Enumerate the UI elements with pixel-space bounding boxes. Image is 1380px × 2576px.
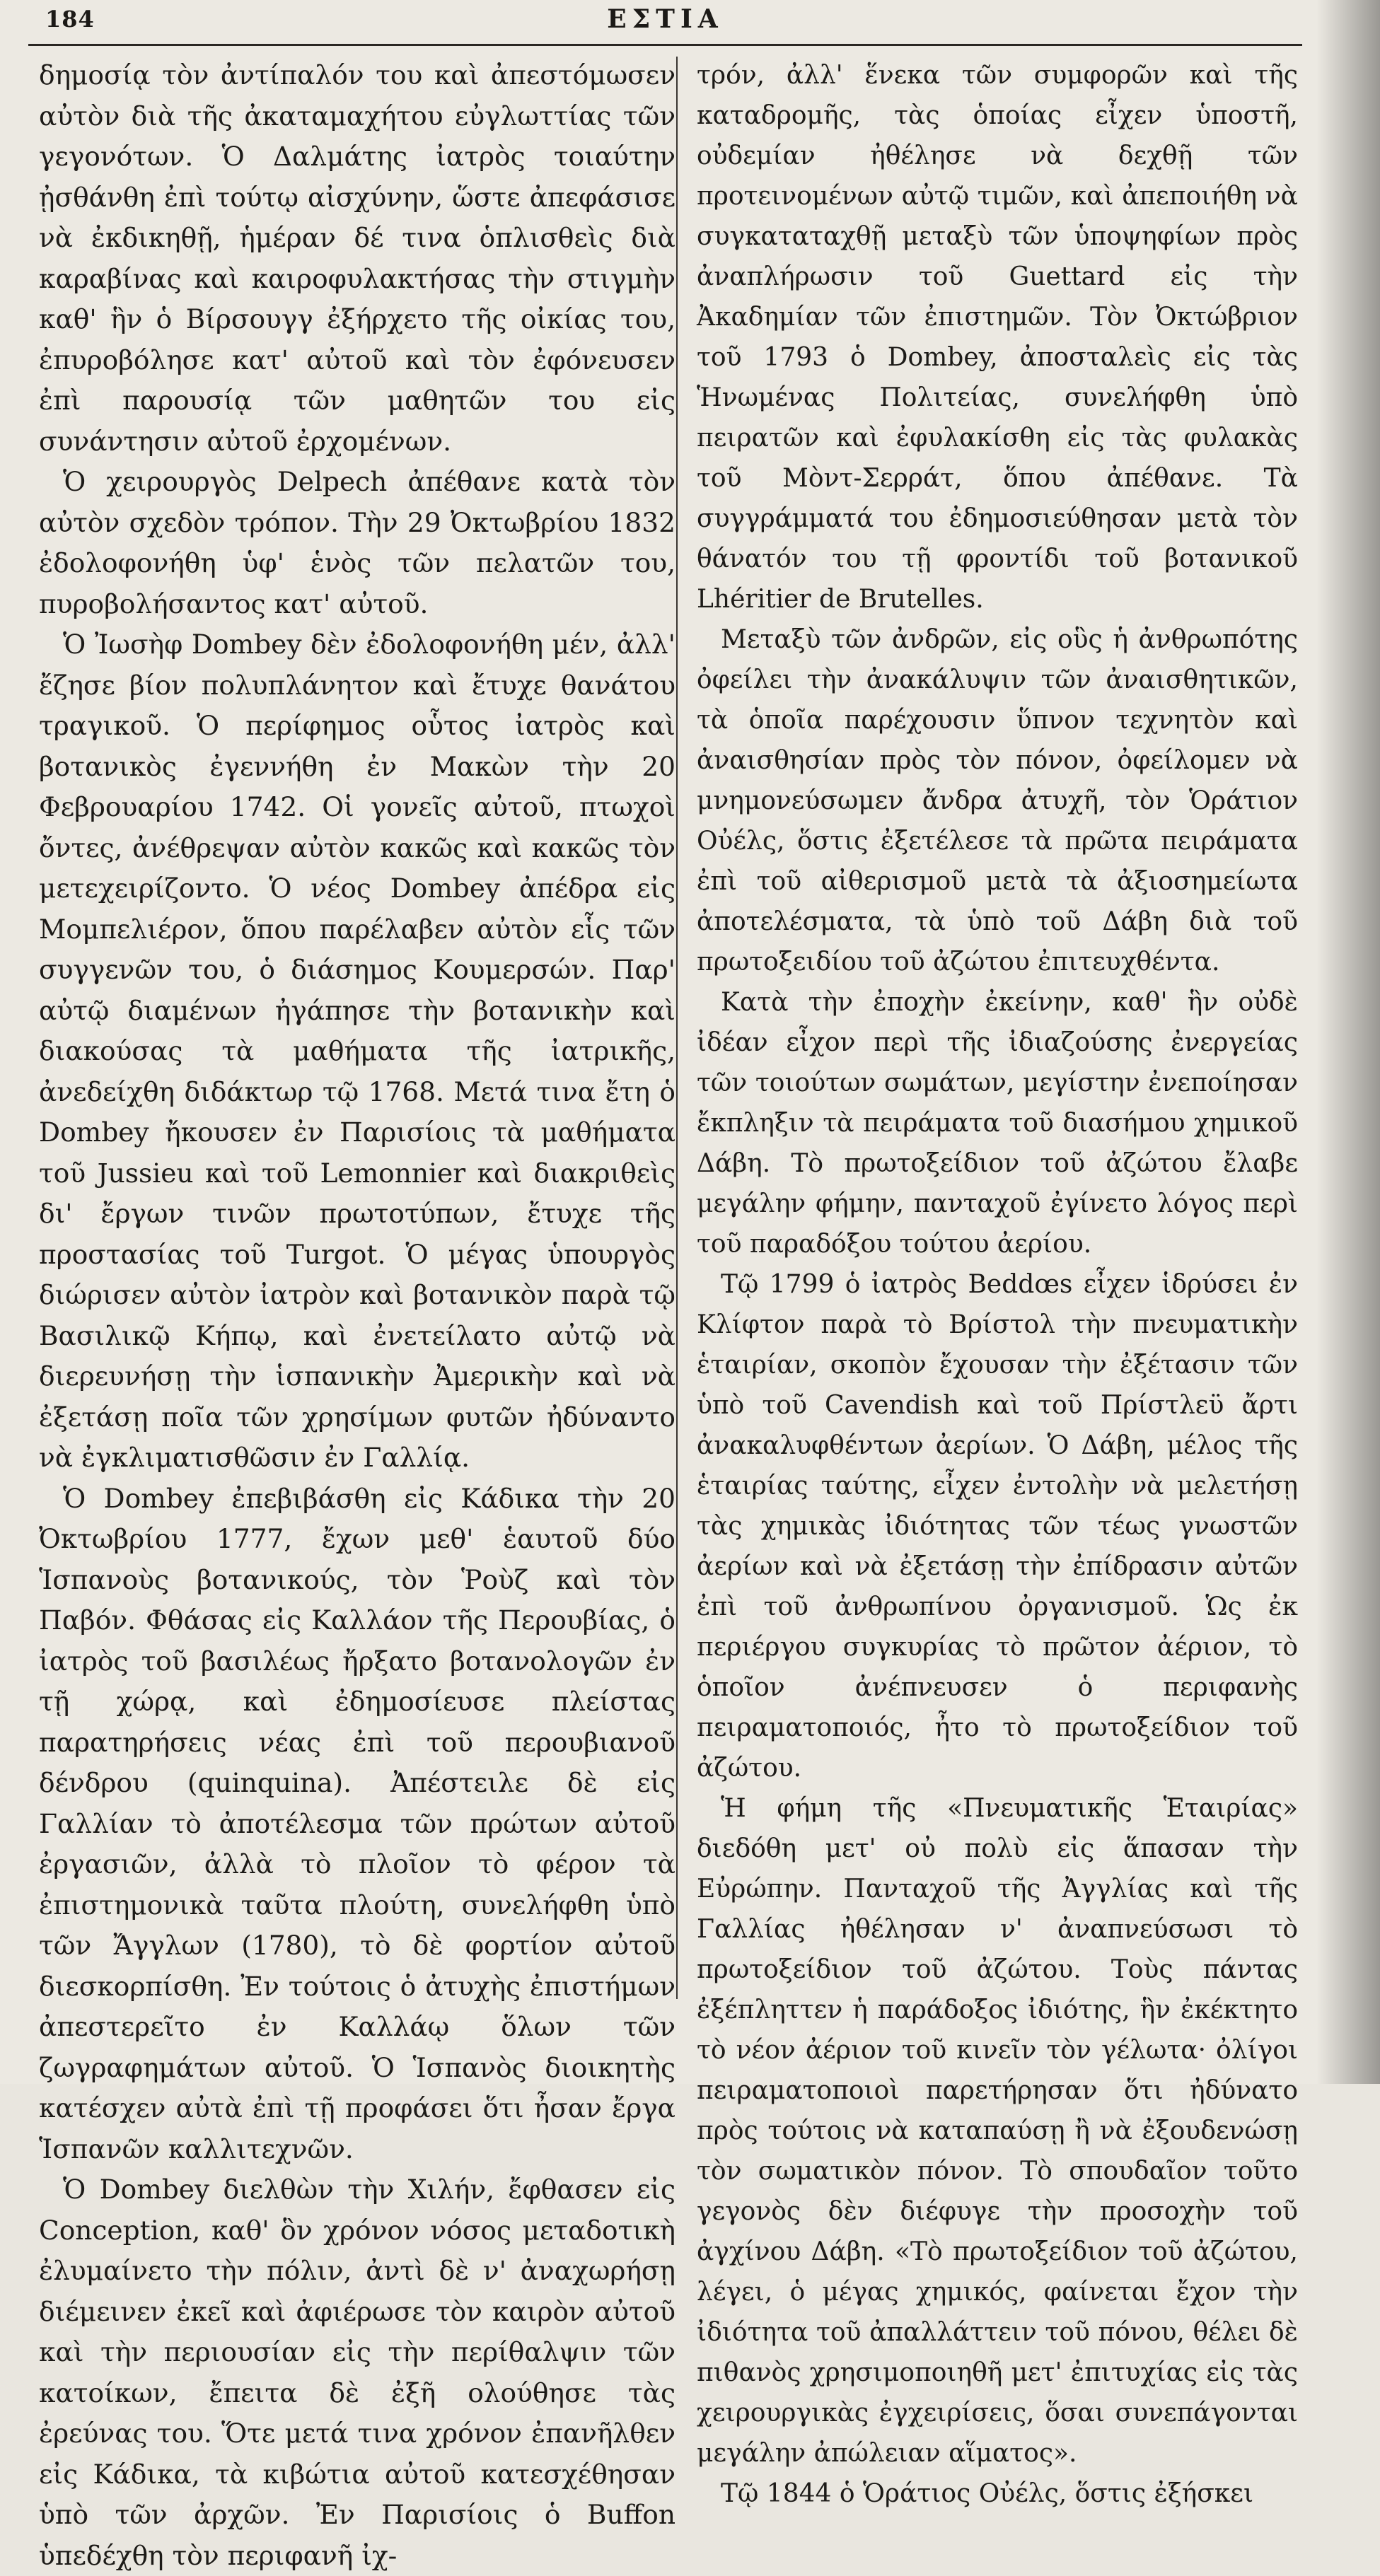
column-divider — [676, 57, 678, 1999]
page-number: 184 — [45, 6, 95, 33]
paragraph: Ἡ φήμη τῆς «Πνευματικῆς Ἑταιρίας» διεδόθη μετ' οὐ πολὺ εἰς ἅπασαν τὴν Εὐρώπην. Πανταχοῦ τῆς Ἀγγλίας καὶ τῆς Γαλλίας ἠθέλησαν ν' ἀναπνεύσωσι τὸ πρωτοξείδιον τοῦ ἀζώτου. Τοὺς πάντας ἐξέπληττεν ἡ παράδοξος ἰδιότης, ἣν ἐκέκτητο τὸ νέον ἀέριον τοῦ κινεῖν τὸν γέλωτα· ὀλίγοι πειραματοποιοὶ παρετήρησαν ὅτι ἠδύνατο πρὸς τούτοις νὰ καταπαύσῃ ἢ νὰ ἐξουδενώσῃ τὸν σωματικὸν πόνον. Τὸ σπουδαῖον τοῦτο γεγονὸς δὲν διέφυγε τὴν προσοχὴν τοῦ ἀγχίνου Δάβη. «Τὸ πρωτοξείδιον τοῦ ἀζώτου, λέγει, ὁ μέγας χημικός, φαίνεται ἔχον τὴν ἰδιότητα τοῦ ἀπαλλάττειν τοῦ πόνου, θέλει δὲ πιθανὸς χρησιμοποιηθῆ μετ' ἐπιτυχίας εἰς τὰς χειρουργικὰς ἐγχειρίσεις, ὅσαι συνεπάγονται μεγάλην ἀπώλειαν αἵματος». — [697, 1794, 1298, 2468]
paragraph: τρόν, ἀλλ' ἕνεκα τῶν συμφορῶν καὶ τῆς καταδρομῆς, τὰς ὁποίας εἶχεν ὑποστῆ, οὐδεμίαν ἠθέλησε νὰ δεχθῇ τῶν προτεινομένων αὐτῷ τιμῶν, καὶ ἀπεποιήθη νὰ συγκαταταχθῇ μεταξὺ τῶν ὑποψηφίων πρὸς ἀναπλήρωσιν τοῦ Guettard εἰς τὴν Ἀκαδημίαν τῶν ἐπιστημῶν. Τὸν Ὀκτώβριον τοῦ 1793 ὁ Dombey, ἀποσταλεὶς εἰς τὰς Ἡνωμένας Πολιτείας, συνελήφθη ὑπὸ πειρατῶν καὶ ἐφυλακίσθη εἰς τὰς φυλακὰς τοῦ Μὸντ-Σερράτ, ὅπου ἀπέθανε. Τὰ συγγράμματά του ἐδημοσιεύθησαν μετὰ τὸν θάνατόν του τῇ φροντίδι τοῦ βοτανικοῦ Lhéritier de Brutelles. — [697, 61, 1298, 614]
left-column — [39, 55, 675, 2576]
paragraph: Κατὰ τὴν ἐποχὴν ἐκείνην, καθ' ἣν οὐδὲ ἰδέαν εἶχον περὶ τῆς ἰδιαζούσης ἐνεργείας τῶν τοιούτων σωμάτων, μεγίστην ἐνεποίησαν ἔκπληξιν τὰ πειράματα τοῦ διασήμου χημικοῦ Δάβη. Τὸ πρωτοξείδιον τοῦ ἀζώτου ἔλαβε μεγάλην φήμην, πανταχοῦ ἐγίνετο λόγος περὶ τοῦ παραδόξου τούτου ἀερίου. — [697, 988, 1298, 1259]
paragraph: Ὁ Dombey ἐπεβιβάσθη εἰς Κάδικα τὴν 20 Ὀκτωβρίου 1777, ἔχων μεθ' ἑαυτοῦ δύο Ἱσπανοὺς βοτανικούς, τὸν Ῥοὺζ καὶ τὸν Παβόν. Φθάσας εἰς Καλλάον τῆς Περουβίας, ὁ ἰατρὸς τοῦ βασιλέως ἤρξατο βοτανολογῶν ἐν τῇ χώρᾳ, καὶ ἐδημοσίευσε πλείστας παρατηρήσεις νέας ἐπὶ τοῦ περουβιανοῦ δένδρου (quinquina). Ἀπέστειλε δὲ εἰς Γαλλίαν τὸ ἀποτέλεσμα τῶν πρώτων αὐτοῦ ἐργασιῶν, ἀλλὰ τὸ πλοῖον τὸ φέρον τὰ ἐπιστημονικὰ ταῦτα πλούτη, συνελήφθη ὑπὸ τῶν Ἄγγλων (1780), τὸ δὲ φορτίον αὐτοῦ διεσκορπίσθη. Ἐν τούτοις ὁ ἀτυχὴς ἐπιστήμων ἀπεστερεῖτο ἐν Καλλάῳ ὅλων τῶν ζωγραφημάτων αὐτοῦ. Ὁ Ἱσπανὸς διοικητὴς κατέσχεν αὐτὰ ἐπὶ τῇ προφάσει ὅτι ἦσαν ἔργα Ἱσπανῶν καλλιτεχνῶν. — [39, 1482, 675, 2164]
page-edge-shadow — [1316, 0, 1380, 2084]
journal-title: ΕΣΤΙΑ — [607, 4, 724, 34]
paragraph: Τῷ 1799 ὁ ἰατρὸς Beddœs εἶχεν ἱδρύσει ἐν Κλίφτον παρὰ τὸ Βρίστολ τὴν πνευματικὴν ἑταιρίαν, σκοπὸν ἔχουσαν τὴν ἐξέτασιν τῶν ὑπὸ τοῦ Cavendish καὶ τοῦ Πρίστλεϋ ἄρτι ἀνακαλυφθέντων ἀερίων. Ὁ Δάβη, μέλος τῆς ἑταιρίας ταύτης, εἶχεν ἐντολὴν νὰ μελετήσῃ τὰς χημικὰς ἰδιότητας τῶν τέως γνωστῶν ἀερίων καὶ νὰ ἐξετάσῃ τὴν ἐπίδρασιν αὐτῶν ἐπὶ τοῦ ἀνθρωπίνου ὀργανισμοῦ. Ὡς ἐκ περιέργου συγκυρίας τὸ πρῶτον ἀέριον, τὸ ὁποῖον ἀνέπνευσεν ὁ περιφανὴς πειραματοποιός, ἦτο τὸ πρωτοξείδιον τοῦ ἀζώτου. — [697, 1270, 1298, 1783]
paragraph: δημοσίᾳ τὸν ἀντίπαλόν του καὶ ἀπεστόμωσεν αὐτὸν διὰ τῆς ἀκαταμαχήτου εὐγλωττίας τῶν γεγονότων. Ὁ Δαλμάτης ἰατρὸς τοιαύτην ᾐσθάνθη ἐπὶ τούτῳ αἰσχύνην, ὥστε ἀπεφάσισε νὰ ἐκδικηθῇ, ἡμέραν δέ τινα ὁπλισθεὶς διὰ καραβίνας καὶ καιροφυλακτήσας τὴν στιγμὴν καθ' ἣν ὁ Βίρσουγγ ἐξήρχετο τῆς οἰκίας του, ἐπυροβόλησε κατ' αὐτοῦ καὶ τὸν ἐφόνευσεν ἐπὶ παρουσίᾳ τῶν μαθητῶν του εἰς συνάντησιν αὐτοῦ ἐρχομένων. — [39, 59, 675, 457]
page-header — [28, 4, 1302, 41]
paragraph: Ὁ Ἰωσὴφ Dombey δὲν ἐδολοφονήθη μέν, ἀλλ' ἔζησε βίον πολυπλάνητον καὶ ἔτυχε θανάτου τραγικοῦ. Ὁ περίφημος οὗτος ἰατρὸς καὶ βοτανικὸς ἐγεννήθη ἐν Μακὼν τὴν 20 Φεβρουαρίου 1742. Οἱ γονεῖς αὐτοῦ, πτωχοὶ ὄντες, ἀνέθρεψαν αὐτὸν κακῶς καὶ κακῶς τὸν μετεχειρίζοντο. Ὁ νέος Dombey ἀπέδρα εἰς Μομπελιέρον, ὅπου παρέλαβεν αὐτὸν εἷς τῶν συγγενῶν του, ὁ διάσημος Κουμερσών. Παρ' αὐτῷ διαμένων ἠγάπησε τὴν βοτανικὴν καὶ διακούσας τὰ μαθήματα τῆς ἰατρικῆς, ἀνεδείχθη διδάκτωρ τῷ 1768. Μετά τινα ἔτη ὁ Dombey ἤκουσεν ἐν Παρισίοις τὰ μαθήματα τοῦ Jussieu καὶ τοῦ Lemonnier καὶ διακριθεὶς δι' ἔργων τινῶν πρωτοτύπων, ἔτυχε τῆς προστασίας τοῦ Turgot. Ὁ μέγας ὑπουργὸς διώρισεν αὐτὸν ἰατρὸν καὶ βοτανικὸν παρὰ τῷ Βασιλικῷ Κήπῳ, καὶ ἐνετείλατο αὐτῷ νὰ διερευνήσῃ τὴν ἱσπανικὴν Ἀμερικὴν καὶ νὰ ἐξετάσῃ ποῖα τῶν χρησίμων φυτῶν ἠδύναντο νὰ ἐγκλιματισθῶσιν ἐν Γαλλίᾳ. — [39, 629, 675, 1473]
right-column — [697, 55, 1298, 2514]
paragraph: Ὁ χειρουργὸς Delpech ἀπέθανε κατὰ τὸν αὐτὸν σχεδὸν τρόπον. Τὴν 29 Ὀκτωβρίου 1832 ἐδολοφονήθη ὑφ' ἑνὸς τῶν πελατῶν του, πυροβολήσαντος κατ' αὐτοῦ. — [39, 466, 675, 619]
paragraph: Τῷ 1844 ὁ Ὁράτιος Οὐέλς, ὅστις ἐξήσκει — [721, 2479, 1254, 2508]
header-rule — [28, 44, 1302, 46]
paragraph: Μεταξὺ τῶν ἀνδρῶν, εἰς οὓς ἡ ἀνθρωπότης ὀφείλει τὴν ἀνακάλυψιν τῶν ἀναισθητικῶν, τὰ ὁποῖα παρέχουσιν ὕπνον τεχνητὸν καὶ ἀναισθησίαν πρὸς τὸν πόνον, ὀφείλομεν νὰ μνημονεύσωμεν ἄνδρα ἀτυχῆ, τὸν Ὁράτιον Οὐέλς, ὅστις ἐξετέλεσε τὰ πρῶτα πειράματα ἐπὶ τοῦ αἰθερισμοῦ μετὰ τὰ ἀξιοσημείωτα ἀποτελέσματα, τὰ ὑπὸ τοῦ Δάβη διὰ τοῦ πρωτοξειδίου τοῦ ἀζώτου ἐπιτευχθέντα. — [697, 625, 1298, 977]
paragraph: Ὁ Dombey διελθὼν τὴν Χιλήν, ἔφθασεν εἰς Conception, καθ' ὃν χρόνον νόσος μεταδοτικὴ ἐλυμαίνετο τὴν πόλιν, ἀντὶ δὲ ν' ἀναχωρήσῃ διέμεινεν ἐκεῖ καὶ ἀφιέρωσε τὸν καιρὸν αὐτοῦ καὶ τὴν περιουσίαν εἰς τὴν περίθαλψιν τῶν κατοίκων, ἔπειτα δὲ ἐξῆ ολούθησε τὰς ἐρεύνας του. Ὅτε μετά τινα χρόνον ἐπανῆλθεν εἰς Κάδικα, τὰ κιβώτια αὐτοῦ κατεσχέθησαν ὑπὸ τῶν ἀρχῶν. Ἐν Παρισίοις ὁ Buffon ὑπεδέχθη τὸν περιφανῆ ἰχ- — [39, 2174, 675, 2571]
